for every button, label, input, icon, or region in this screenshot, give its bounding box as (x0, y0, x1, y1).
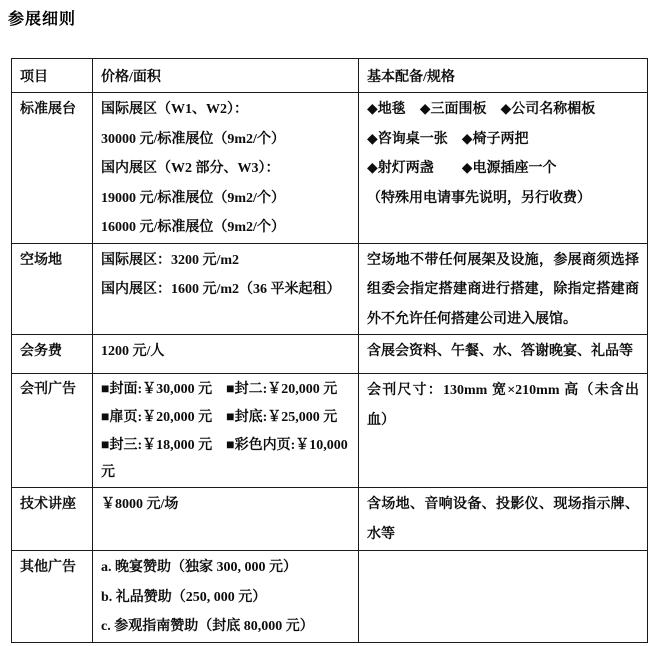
item-label: 技术讲座 (20, 497, 76, 513)
price-line: 国内展区（W2 部分、W3）： (101, 161, 280, 176)
price-cell (93, 488, 359, 551)
exhibition-details-table (11, 58, 648, 643)
spec-paragraph: 会刊尺寸：130mm 宽×210mm 高（未含出血） (367, 383, 639, 428)
spec-cell (359, 374, 648, 488)
price-line: 19000 元/标准展位（9m2/个） (101, 190, 285, 206)
price-line: 16000 元/标准展位（9m2/个） (101, 220, 285, 235)
table-row-tech-lecture (12, 488, 648, 551)
spec-line: ◆咨询桌一张 ◆椅子两把 (367, 131, 529, 147)
table-row-journal-ads (12, 374, 648, 488)
spec-line: ◆地毯 ◆三面围板 ◆公司名称楣板 (367, 102, 596, 117)
price-line: ■封面:￥30,000 元 ■封二:￥20,000 元 (101, 382, 338, 397)
spec-paragraph: 空场地不带任何展架及设施，参展商须选择组委会指定搭建商进行搭建，除指定搭建商外不允许任何搭建公司进入展馆。 (367, 252, 639, 327)
item-cell (12, 551, 93, 643)
price-cell (93, 551, 359, 643)
page-title: 参展细则 (8, 11, 77, 28)
price-cell (93, 374, 359, 488)
price-line: c. 参观指南赞助（封底 80,000 元） (101, 619, 314, 635)
spec-line: （特殊用电请事先说明，另行收费） (367, 190, 591, 206)
price-line: ■封三:￥18,000 元 ■彩色内页:￥10,000 (101, 437, 348, 453)
col-header-basic-spec: 基本配备/规格 (359, 59, 648, 93)
price-line: 30000 元/标准展位（9m2/个） (101, 131, 285, 147)
item-label: 标准展台 (20, 102, 76, 117)
item-cell (12, 93, 93, 244)
table-row-other-ads (12, 551, 648, 643)
price-line: a. 晚宴赞助（独家 300, 000 元） (101, 560, 297, 576)
price-line: 国际展区：3200 元/m2 (101, 252, 240, 268)
col-header-item: 项目 (12, 59, 93, 93)
header-row (12, 59, 648, 93)
spec-paragraph: 含场地、音响设备、投影仪、现场指示牌、水等 (367, 497, 639, 542)
item-label: 空场地 (20, 252, 62, 268)
price-cell (93, 335, 359, 374)
item-cell (12, 335, 93, 374)
spec-cell (359, 335, 648, 374)
price-line: 1200 元/人 (101, 344, 165, 359)
spec-cell (359, 551, 648, 643)
price-cell (93, 243, 359, 335)
item-label: 其他广告 (20, 560, 76, 576)
item-label: 会刊广告 (20, 382, 76, 397)
spec-cell (359, 93, 648, 244)
price-cell (93, 93, 359, 244)
item-cell (12, 374, 93, 488)
price-line: 国内展区：1600 元/m2（36 平米起租） (101, 282, 341, 297)
spec-line: ◆射灯两盏 ◆电源插座一个 (367, 161, 557, 176)
price-line: 国际展区（W1、W2）： (101, 102, 248, 117)
spec-paragraph: 含展会资料、午餐、水、答谢晚宴、礼品等 (367, 344, 633, 359)
item-cell (12, 488, 93, 551)
price-line: 元 (101, 465, 115, 481)
table-row-empty-space (12, 243, 648, 335)
table-row-standard-booth (12, 93, 648, 244)
table-row-conference-fee (12, 335, 648, 374)
spec-cell (359, 243, 648, 335)
spec-cell (359, 488, 648, 551)
price-line: ￥8000 元/场 (101, 497, 179, 513)
price-line: ■扉页:￥20,000 元 ■封底:￥25,000 元 (101, 409, 338, 425)
item-label: 会务费 (20, 344, 62, 359)
item-cell (12, 243, 93, 335)
price-line: b. 礼品赞助（250, 000 元） (101, 589, 267, 605)
col-header-price-area: 价格/面积 (93, 59, 359, 93)
